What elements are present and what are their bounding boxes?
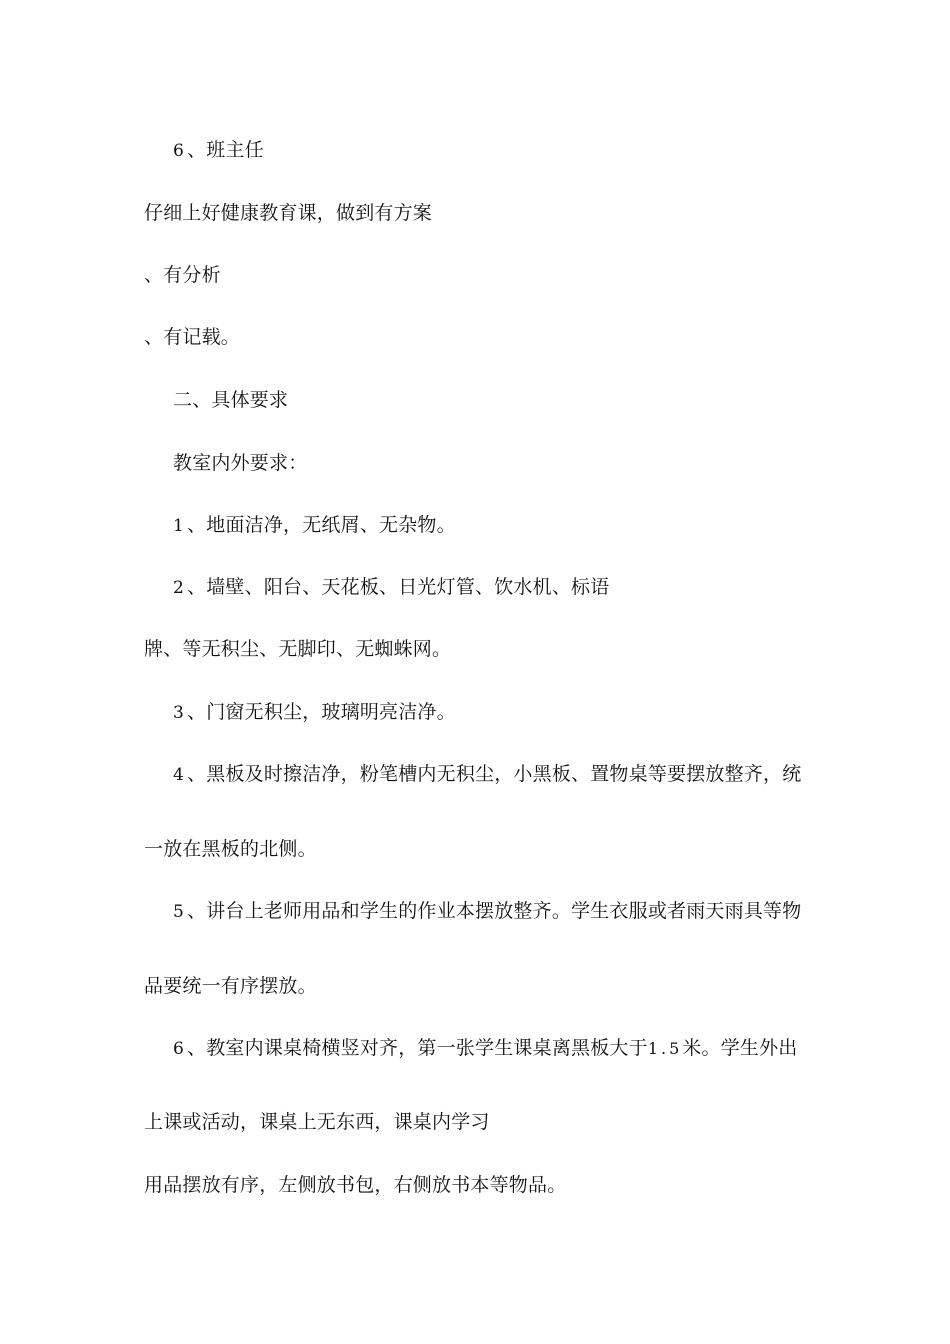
item-number: 6 (173, 1039, 185, 1059)
line-text: 、门窗无积尘，玻璃明亮洁净。 (187, 701, 456, 723)
paragraph-line (144, 263, 221, 287)
inline-number: 1.5 (647, 1039, 683, 1058)
item-number: 3 (173, 703, 185, 723)
paragraph-line (144, 837, 317, 861)
line-text: 牌、等无积尘、无脚印、无蜘蛛网。 (144, 638, 452, 660)
section-heading (173, 388, 288, 412)
item-number: 5 (173, 902, 185, 922)
item-number: 4 (173, 765, 185, 785)
line-text: 、有分析 (144, 264, 221, 286)
list-item (173, 1036, 798, 1061)
line-text: 品要统一有序摆放。 (144, 975, 317, 997)
paragraph-line (144, 325, 240, 349)
list-item (173, 762, 801, 787)
list-item (173, 575, 609, 600)
line-text: 、讲台上老师用品和学生的作业本摆放整齐。学生衣服或者雨天雨具等物 (187, 900, 802, 922)
list-item (173, 899, 801, 924)
paragraph-line (144, 1110, 490, 1134)
sub-heading (173, 451, 307, 475)
line-text: 、黑板及时擦洁净，粉笔槽内无积尘，小黑板、置物桌等要摆放整齐，统 (187, 763, 802, 785)
item-number: 1 (173, 516, 185, 536)
line-text: 用品摆放有序，左侧放书包，右侧放书本等物品。 (144, 1174, 567, 1196)
item-number: 2 (173, 578, 185, 598)
line-text: 一放在黑板的北侧。 (144, 838, 317, 860)
line-text: 米。学生外出 (682, 1037, 798, 1059)
paragraph-line (144, 637, 451, 661)
item-number: 6 (173, 141, 185, 161)
list-item (173, 513, 456, 538)
heading-text: 教室内外要求： (173, 452, 308, 474)
paragraph-line (144, 201, 432, 225)
heading-text: 二、具体要求 (173, 389, 289, 411)
list-item (173, 700, 456, 725)
line-text: 、教室内课桌椅横竖对齐，第一张学生课桌离黑板大于 (187, 1037, 648, 1059)
line-text: 、班主任 (187, 139, 264, 161)
line-text: 仔细上好健康教育课，做到有方案 (144, 202, 433, 224)
paragraph-line (144, 974, 317, 998)
line-text: 、有记载。 (144, 326, 241, 348)
paragraph-line (173, 138, 264, 163)
line-text: 、墙壁、阳台、天花板、日光灯管、饮水机、标语 (187, 576, 610, 598)
line-text: 上课或活动，课桌上无东西，课桌内学习 (144, 1111, 490, 1133)
paragraph-line (144, 1173, 566, 1197)
line-text: 、地面洁净，无纸屑、无杂物。 (187, 514, 456, 536)
